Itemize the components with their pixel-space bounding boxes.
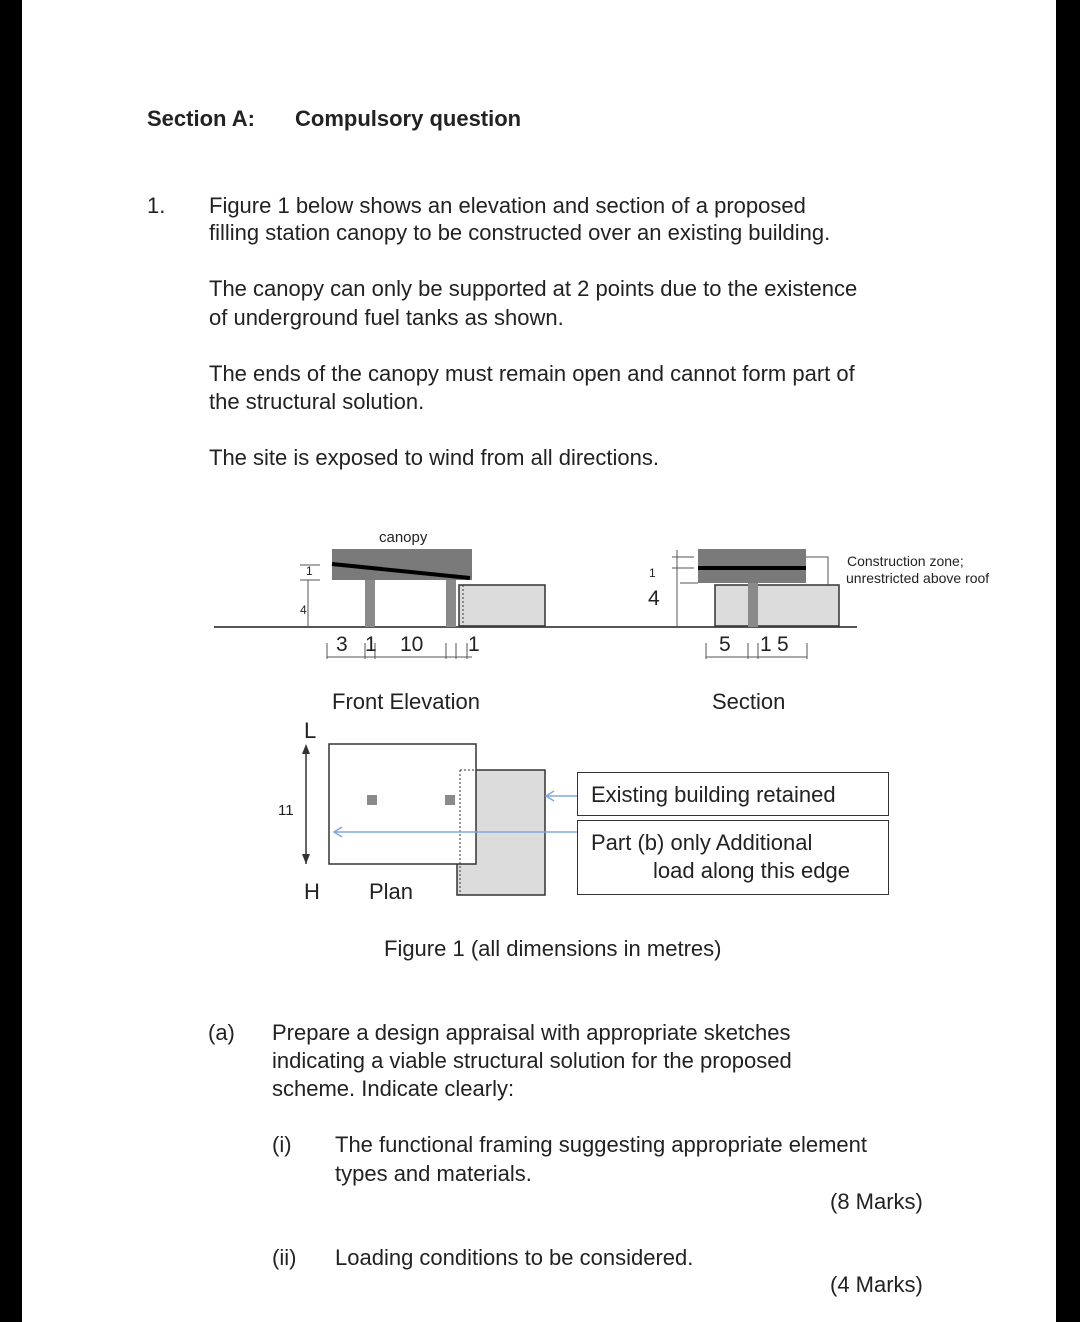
question-para3-line2: the structural solution. — [209, 389, 425, 414]
item-ii-marks: (4 Marks) — [830, 1272, 923, 1297]
section-dim-1: 1 — [649, 566, 656, 580]
part-a-line1: Prepare a design appraisal with appropriate sketches — [272, 1020, 791, 1045]
front-dim-1a: 1 — [365, 633, 377, 656]
front-dim-1b: 1 — [468, 633, 480, 656]
figure-1-drawing — [22, 0, 1056, 1322]
construction-zone-line2: unrestricted above roof — [846, 570, 990, 586]
front-dim-3: 3 — [336, 633, 348, 656]
question-number: 1. — [147, 193, 166, 218]
item-i-line1: The functional framing suggesting appropriate element — [335, 1132, 867, 1157]
construction-zone-line1: Construction zone; — [847, 553, 964, 569]
existing-building-text: Existing building retained — [591, 782, 836, 807]
existing-building-callout — [577, 772, 889, 816]
question-para2-line2: of underground fuel tanks as shown. — [209, 305, 564, 330]
plan-L-label: L — [304, 718, 317, 743]
question-para3-line1: The ends of the canopy must remain open and cannot form part of — [209, 361, 855, 386]
item-ii-line1: Loading conditions to be considered. — [335, 1245, 694, 1270]
section-title: Compulsory question — [295, 106, 522, 131]
front-column-right — [446, 580, 456, 627]
question-para4: The site is exposed to wind from all directions. — [209, 445, 659, 470]
item-i-label: (i) — [272, 1132, 292, 1157]
section-label: Section A: — [147, 106, 255, 131]
section-dim-5: 5 — [719, 633, 731, 656]
section-dim-5b: 5 — [777, 633, 789, 656]
document-page — [22, 0, 1056, 1322]
front-existing-building — [459, 585, 545, 626]
section-label: Section — [712, 689, 786, 714]
plan-column-right — [445, 795, 455, 805]
part-b-callout — [577, 820, 889, 895]
plan-label: Plan — [369, 879, 414, 904]
section-dim-4: 4 — [648, 587, 660, 610]
plan-dim-11: 11 — [278, 802, 294, 819]
item-ii-label: (ii) — [272, 1245, 297, 1270]
front-dim-4: 4 — [300, 603, 307, 617]
question-para1-line1: Figure 1 below shows an elevation and section of a proposed — [209, 193, 806, 218]
front-dim-10: 10 — [400, 633, 424, 656]
part-b-line2: load along this edge — [653, 858, 850, 883]
question-para1-line2: filling station canopy to be constructed over an existing building. — [209, 220, 831, 245]
item-i-line2: types and materials. — [335, 1161, 532, 1186]
part-a-line2: indicating a viable structural solution for the proposed — [272, 1048, 792, 1073]
section-dim-1: 1 — [760, 633, 772, 656]
question-para2-line1: The canopy can only be supported at 2 points due to the existence — [209, 276, 858, 301]
section-existing-building — [715, 585, 839, 626]
part-b-line1: Part (b) only Additional — [591, 830, 813, 855]
plan-H-label: H — [304, 879, 320, 904]
front-dim-1: 1 — [306, 564, 313, 578]
item-i-marks: (8 Marks) — [830, 1189, 923, 1214]
part-a-line3: scheme. Indicate clearly: — [272, 1076, 515, 1101]
plan-column-left — [367, 795, 377, 805]
front-column-left — [365, 580, 375, 627]
figure-caption: Figure 1 (all dimensions in metres) — [384, 936, 722, 961]
front-elevation-label: Front Elevation — [332, 689, 480, 714]
section-column — [748, 583, 758, 627]
canopy-label: canopy — [379, 529, 428, 546]
part-a-label: (a) — [208, 1020, 235, 1045]
